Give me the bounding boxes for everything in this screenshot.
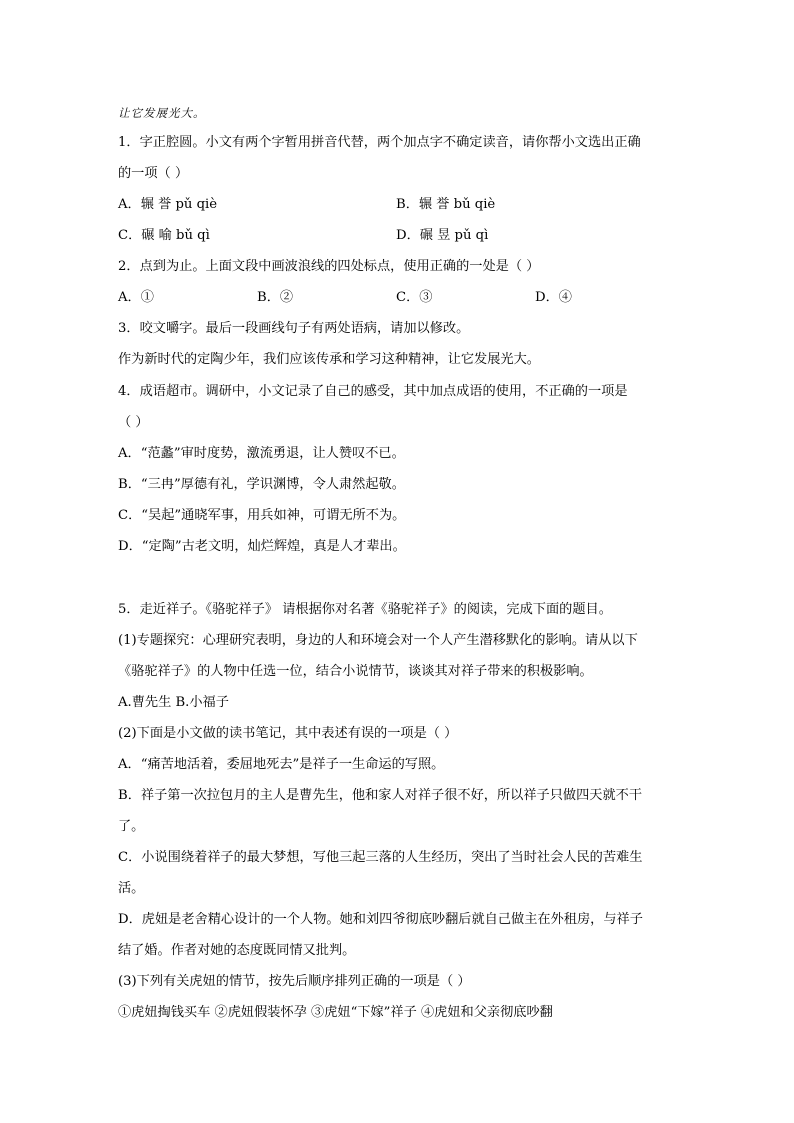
text-line: 结了婚。作者对她的态度既同情又批判。	[118, 943, 356, 958]
text-line: 活。	[118, 881, 145, 896]
text-line: 让它发展光大。	[118, 106, 206, 120]
option-d: D．④	[535, 290, 572, 305]
option-c: C．小说围绕着祥子的最大梦想，写他三起三落的人生经历，突出了当时社会人民的苦难生	[118, 850, 643, 865]
text-line: (1)专题探究：心理研究表明，身边的人和环境会对一个人产生潜移默化的影响。请从以下	[118, 633, 638, 648]
option-d: D．“定陶”古老文明，灿烂辉煌，真是人才辈出。	[118, 539, 406, 554]
text-line: 了。	[118, 819, 145, 834]
option-c: C．“吴起”通晓军事，用兵如神，可谓无所不为。	[118, 508, 406, 523]
option-b: B．辗 誉 bǔ qiè	[396, 197, 496, 212]
option-a: A．“痛苦地活着，委屈地死去”是祥子一生命运的写照。	[118, 757, 445, 772]
sub-question-3: (3)下列有关虎妞的情节，按先后顺序排列正确的一项是（ ）	[118, 974, 471, 989]
question-2: 2．点到为止。上面文段中画波浪线的四处标点，使用正确的一处是（ ）	[118, 259, 540, 274]
option-c: C．③	[396, 290, 433, 305]
question-4: 4．成语超市。调研中，小文记录了自己的感受，其中加点成语的使用，不正确的一项是	[118, 384, 628, 399]
text-line: 作为新时代的定陶少年，我们应该传承和学习这种精神，让它发展光大。	[118, 352, 540, 367]
option-a: A．“范蠡”审时度势，激流勇退，让人赞叹不已。	[118, 446, 405, 461]
option-b: B．②	[257, 290, 294, 305]
text-line: 的一项（ ）	[118, 166, 189, 181]
text-line: A.曹先生 B.小福子	[118, 695, 229, 710]
option-d: D．碾 昱 pǔ qì	[396, 228, 489, 243]
option-a: A．辗 誉 pǔ qiè	[118, 197, 218, 212]
text-line: （ ）	[118, 415, 149, 430]
text-line: 《骆驼祥子》的人物中任选一位，结合小说情节，谈谈其对祥子带来的积极影响。	[118, 664, 593, 679]
option-b: B．“三冉”厚德有礼，学识渊博，令人肃然起敬。	[118, 477, 405, 492]
sub-question-2: (2)下面是小文做的读书笔记，其中表述有误的一项是（ ）	[118, 726, 458, 741]
question-5: 5．走近祥子。《骆驼祥子》 请根据你对名著《骆驼祥子》的阅读，完成下面的题目。	[118, 602, 612, 617]
question-3: 3．咬文嚼字。最后一段画线句子有两处语病，请加以修改。	[118, 321, 470, 336]
option-c: C．碾 喻 bǔ qì	[118, 228, 210, 243]
option-a: A．①	[118, 290, 154, 305]
question-1: 1．字正腔圆。小文有两个字暂用拼音代替，两个加点字不确定读音，请你帮小文选出正确	[118, 135, 641, 150]
option-d: D．虎妞是老舍精心设计的一个人物。她和刘四爷彻底吵翻后就自己做主在外租房，与祥子	[118, 912, 643, 927]
option-b: B．祥子第一次拉包月的主人是曹先生，他和家人对祥子很不好，所以祥子只做四天就不干	[118, 788, 642, 803]
text-line: ①虎妞掏钱买车 ②虎妞假装怀孕 ③虎妞“下嫁”祥子 ④虎妞和父亲彻底吵翻	[118, 1005, 553, 1020]
